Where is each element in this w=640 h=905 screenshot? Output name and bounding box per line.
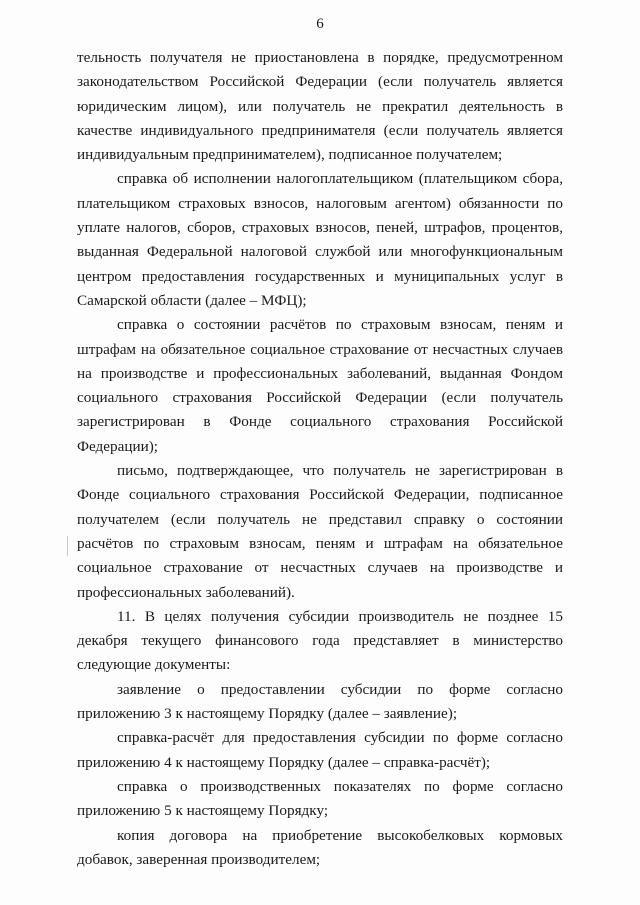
margin-mark <box>67 536 68 556</box>
paragraph-5: 11. В целях получения субсидии производитель не позднее 15 декабря текущего финансового года представляет в министерство следующие документы: <box>77 607 563 674</box>
paragraph-4: письмо, подтверждающее, что получатель не зарегистрирован в Фонде социального страхования Российской Федерации, подписанное получателем (если получатель не представил справку о состоянии расчётов по страховым взносам, пеням и штрафам на обязательное социальное страхование от несчастных случаев на производстве и профессиональных заболеваний). <box>77 462 563 601</box>
document-body <box>77 46 563 872</box>
paragraph-9: копия договора на приобретение высокобелковых кормовых добавок, заверенная производителем; <box>77 826 563 868</box>
paragraph-8: справка о производственных показателях по форме согласно приложению 5 к настоящему Порядку; <box>77 777 563 820</box>
page-number: 6 <box>316 16 324 32</box>
paragraph-6: заявление о предоставлении субсидии по форме согласно приложению 3 к настоящему Порядку (далее – заявление); <box>77 680 563 723</box>
paragraph-2: справка об исполнении налогоплательщиком (плательщиком сбора, плательщиком страховых взносов, налоговым агентом) обязанности по уплате налогов, сборов, страховых взносов, пеней, штрафов, процентов, выданная Федеральной налоговой службой или многофункциональным центром предоставления государственных и муниципальных услуг в Самарской области (далее – МФЦ); <box>77 170 563 309</box>
paragraph-1: тельность получателя не приостановлена в порядке, предусмотренном законодательством Российской Федерации (если получатель является юридическим лицом), или получатель не прекратил деятельность в качестве индивидуального предпринимателя (если получатель является индивидуальным предпринимателем), подписанное получателем; <box>77 49 563 164</box>
paragraph-3: справка о состоянии расчётов по страховым взносам, пеням и штрафам на обязательное социальное страхование от несчастных случаев на производстве и профессиональных заболеваний, выданная Фондом социального страхования Российской Федерации (если получатель зарегистрирован в Фонде социального страхования Российской Федерации); <box>77 316 563 455</box>
paragraph-7: справка-расчёт для предоставления субсидии по форме согласно приложению 4 к настоящему Порядку (далее – справка-расчёт); <box>77 729 563 771</box>
